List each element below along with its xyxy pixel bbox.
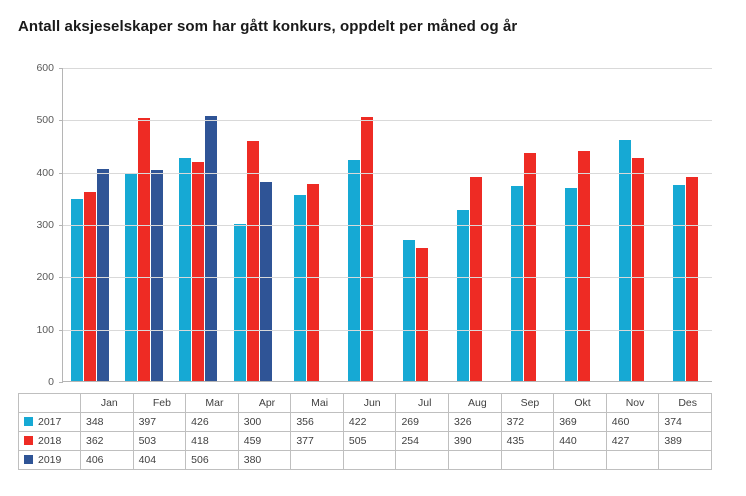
legend-entry-2019 xyxy=(19,451,81,470)
bar-2018-Mar xyxy=(192,162,204,381)
bar-2017-Aug xyxy=(457,210,469,381)
table-cell-2017-Jul: 269 xyxy=(396,413,449,432)
table-col-header-Jan: Jan xyxy=(81,394,134,413)
bar-2017-Mai xyxy=(294,195,306,381)
table-cell-2018-Nov: 427 xyxy=(606,432,659,451)
table-cell-2017-Des: 374 xyxy=(659,413,712,432)
plot-canvas xyxy=(62,68,712,382)
table-cell-2018-Mar: 418 xyxy=(186,432,239,451)
table-col-header-Jun: Jun xyxy=(343,394,396,413)
table-cell-2017-Sep: 372 xyxy=(501,413,554,432)
table-row xyxy=(19,451,712,470)
table-cell-2018-Okt: 440 xyxy=(554,432,607,451)
table-cell-2019-Jun xyxy=(343,451,396,470)
table-cell-2018-Feb: 503 xyxy=(133,432,186,451)
data-table-wrap xyxy=(18,393,728,470)
bar-2017-Mar xyxy=(179,158,191,381)
legend-swatch-icon xyxy=(24,417,33,426)
table-header-row xyxy=(19,394,712,413)
table-cell-2018-Jul: 254 xyxy=(396,432,449,451)
table-cell-2018-Jun: 505 xyxy=(343,432,396,451)
bar-2017-Nov xyxy=(619,140,631,381)
table-cell-2017-Aug: 326 xyxy=(449,413,502,432)
y-axis-tick-label: 400 xyxy=(36,166,54,179)
table-row xyxy=(19,432,712,451)
bar-2019-Apr xyxy=(260,182,272,381)
y-axis-tick xyxy=(59,277,63,278)
table-cell-2018-Apr: 459 xyxy=(238,432,291,451)
bar-2018-Feb xyxy=(138,118,150,381)
gridline xyxy=(63,68,712,69)
gridline xyxy=(63,225,712,226)
bar-2017-Jul xyxy=(403,240,415,381)
table-col-header-Okt: Okt xyxy=(554,394,607,413)
table-cell-2017-Nov: 460 xyxy=(606,413,659,432)
table-col-header-Mai: Mai xyxy=(291,394,344,413)
table-cell-2018-Des: 389 xyxy=(659,432,712,451)
gridline xyxy=(63,277,712,278)
table-cell-2019-Aug xyxy=(449,451,502,470)
table-cell-2019-Jul xyxy=(396,451,449,470)
y-axis-tick-label: 0 xyxy=(48,376,54,388)
data-table xyxy=(18,393,712,470)
y-axis-tick-label: 200 xyxy=(36,271,54,284)
table-col-header-Apr: Apr xyxy=(238,394,291,413)
y-axis-tick xyxy=(59,225,63,226)
bar-2018-Jun xyxy=(361,117,373,381)
bar-2017-Des xyxy=(673,185,685,381)
bar-2017-Sep xyxy=(511,186,523,381)
y-axis-tick-label: 300 xyxy=(36,219,54,231)
table-cell-2019-Okt xyxy=(554,451,607,470)
table-cell-2018-Mai: 377 xyxy=(291,432,344,451)
bar-2018-Des xyxy=(686,177,698,381)
legend-entry-2018 xyxy=(19,432,81,451)
table-col-header-Des: Des xyxy=(659,394,712,413)
table-cell-2017-Apr: 300 xyxy=(238,413,291,432)
bar-2018-Apr xyxy=(247,141,259,381)
table-col-header-Jul: Jul xyxy=(396,394,449,413)
gridline xyxy=(63,120,712,121)
y-axis-tick-label: 500 xyxy=(36,114,54,127)
legend-label: 2017 xyxy=(38,416,62,428)
chart-title: Antall aksjeselskaper som har gått konkurs, oppdelt per måned og år xyxy=(18,18,518,35)
bar-2018-Nov xyxy=(632,158,644,381)
y-axis-tick xyxy=(59,173,63,174)
gridline xyxy=(63,330,712,331)
bar-2017-Jun xyxy=(348,160,360,381)
y-axis-tick xyxy=(59,68,63,69)
table-cell-2017-Okt: 369 xyxy=(554,413,607,432)
bar-2019-Mar xyxy=(205,116,217,381)
bar-2018-Aug xyxy=(470,177,482,381)
bar-2019-Feb xyxy=(151,170,163,381)
table-col-header-Nov: Nov xyxy=(606,394,659,413)
table-col-header-Sep: Sep xyxy=(501,394,554,413)
table-col-header-Mar: Mar xyxy=(186,394,239,413)
table-cell-2019-Mar: 506 xyxy=(186,451,239,470)
table-row xyxy=(19,413,712,432)
table-cell-2017-Jan: 348 xyxy=(81,413,134,432)
table-col-header-Feb: Feb xyxy=(133,394,186,413)
y-axis-tick xyxy=(59,120,63,121)
y-axis xyxy=(18,62,60,388)
table-cell-2019-Jan: 406 xyxy=(81,451,134,470)
table-cell-2018-Aug: 390 xyxy=(449,432,502,451)
table-corner-cell xyxy=(19,394,81,413)
legend-entry-2017 xyxy=(19,413,81,432)
plot-area xyxy=(18,62,728,402)
bar-2018-Jul xyxy=(416,248,428,381)
bar-2018-Mai xyxy=(307,184,319,381)
legend-swatch-icon xyxy=(24,436,33,445)
bar-2017-Apr xyxy=(234,224,246,381)
table-cell-2019-Apr: 380 xyxy=(238,451,291,470)
table-cell-2017-Jun: 422 xyxy=(343,413,396,432)
bar-2018-Okt xyxy=(578,151,590,381)
table-cell-2019-Mai xyxy=(291,451,344,470)
y-axis-tick-label: 600 xyxy=(36,62,54,74)
legend-swatch-icon xyxy=(24,455,33,464)
table-cell-2017-Mar: 426 xyxy=(186,413,239,432)
table-cell-2018-Jan: 362 xyxy=(81,432,134,451)
bar-2018-Jan xyxy=(84,192,96,381)
y-axis-tick xyxy=(59,382,63,383)
table-cell-2017-Feb: 397 xyxy=(133,413,186,432)
table-col-header-Aug: Aug xyxy=(449,394,502,413)
gridline xyxy=(63,173,712,174)
legend-label: 2019 xyxy=(38,454,62,466)
bar-2017-Okt xyxy=(565,188,577,381)
table-cell-2019-Des xyxy=(659,451,712,470)
y-axis-tick xyxy=(59,330,63,331)
table-cell-2019-Nov xyxy=(606,451,659,470)
bar-2018-Sep xyxy=(524,153,536,381)
legend-label: 2018 xyxy=(38,435,62,447)
table-cell-2019-Sep xyxy=(501,451,554,470)
table-cell-2019-Feb: 404 xyxy=(133,451,186,470)
table-cell-2017-Mai: 356 xyxy=(291,413,344,432)
table-cell-2018-Sep: 435 xyxy=(501,432,554,451)
y-axis-tick-label: 100 xyxy=(36,323,54,336)
bar-2017-Jan xyxy=(71,199,83,381)
bar-2019-Jan xyxy=(97,169,109,381)
